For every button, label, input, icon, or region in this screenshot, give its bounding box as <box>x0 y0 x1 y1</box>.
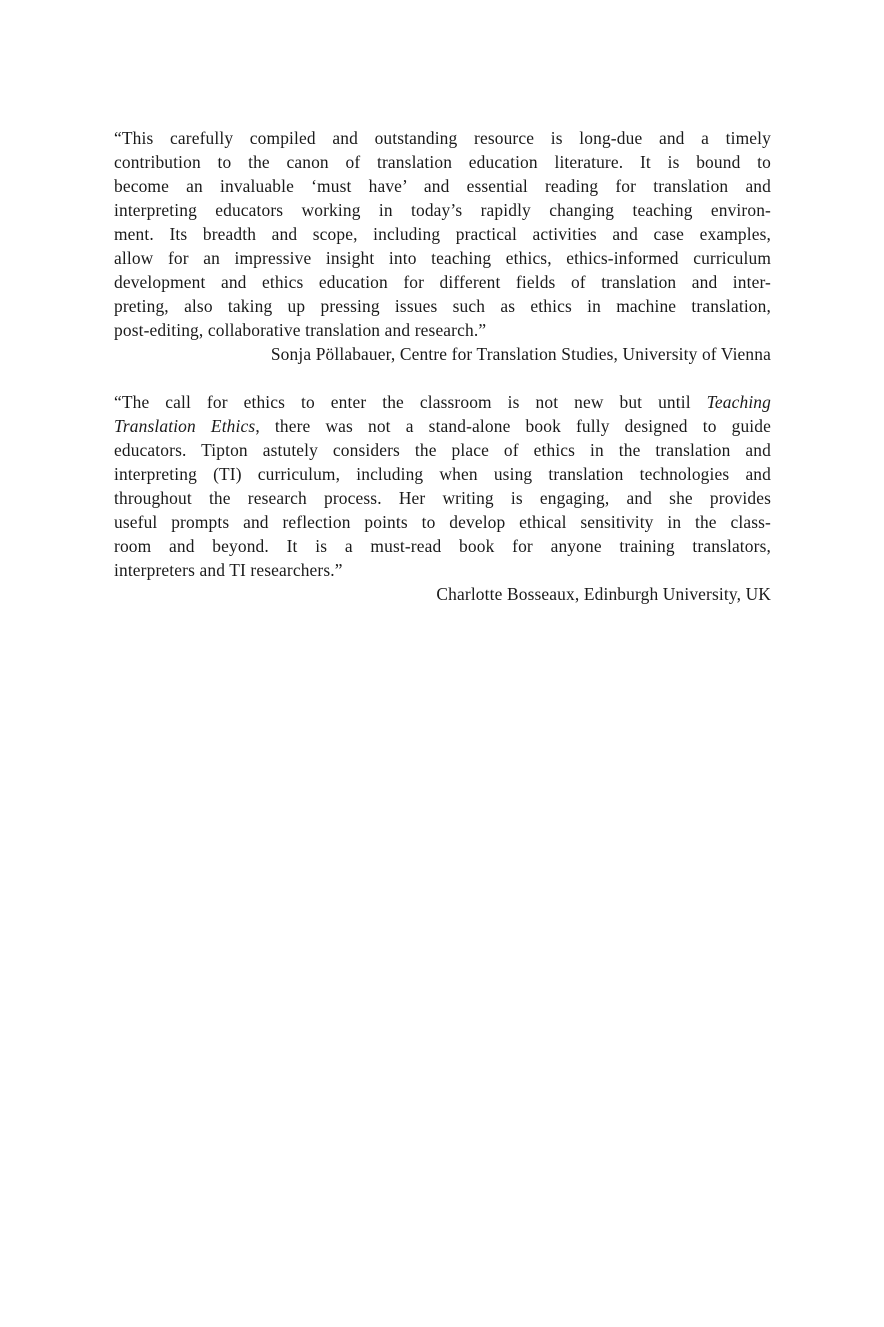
quote-line: educators. Tipton astutely considers the place of ethics in the translation and <box>114 440 771 460</box>
author-affiliation: , Edinburgh University, UK <box>574 584 771 604</box>
author-name: Sonja Pöllabauer <box>270 344 391 364</box>
quote-line: throughout the research process. Her writing is engaging, and she provides <box>114 488 771 508</box>
quote-text: “The call for ethics to enter the classroom is not new but until <box>114 392 707 412</box>
quote-text: , there was not a stand-alone book fully designed to guide <box>255 416 771 436</box>
quote-line: useful prompts and reflection points to develop ethical sensitivity in the class- <box>114 512 771 532</box>
quote-line <box>114 390 771 414</box>
quote-line: post-editing, collaborative translation and research.” <box>114 320 487 340</box>
endorsement-attribution <box>114 342 771 366</box>
quote-line <box>114 414 771 438</box>
endorsement-attribution <box>114 582 771 606</box>
book-title: Translation Ethics <box>114 416 256 436</box>
quote-line: development and ethics education for different fields of translation and inter- <box>114 272 771 292</box>
endorsements-page <box>114 126 771 606</box>
quote-line: interpreting educators working in today’s rapidly changing teaching environ- <box>114 200 771 220</box>
endorsement-quote <box>114 390 771 582</box>
quote-line: “This carefully compiled and outstanding resource is long-due and a timely <box>114 128 771 148</box>
quote-line: interpreters and TI researchers.” <box>114 560 343 580</box>
quote-line: become an invaluable ‘must have’ and essential reading for translation and <box>114 176 771 196</box>
quote-line: allow for an impressive insight into teaching ethics, ethics-informed curriculum <box>114 248 771 268</box>
endorsement-quote <box>114 126 771 342</box>
quote-line: preting, also taking up pressing issues such as ethics in machine translation, <box>114 296 771 316</box>
endorsement-1 <box>114 126 771 366</box>
endorsement-2 <box>114 390 771 606</box>
author-name: Charlotte Bosseaux <box>436 584 575 604</box>
author-affiliation: , Centre for Translation Studies, University of Vienna <box>390 344 771 364</box>
book-title: Teaching <box>706 392 771 412</box>
quote-line: contribution to the canon of translation education literature. It is bound to <box>114 152 771 172</box>
quote-line: ment. Its breadth and scope, including practical activities and case examples, <box>114 224 771 244</box>
quote-line: interpreting (TI) curriculum, including when using translation technologies and <box>114 464 771 484</box>
quote-line: room and beyond. It is a must-read book for anyone training translators, <box>114 536 771 556</box>
